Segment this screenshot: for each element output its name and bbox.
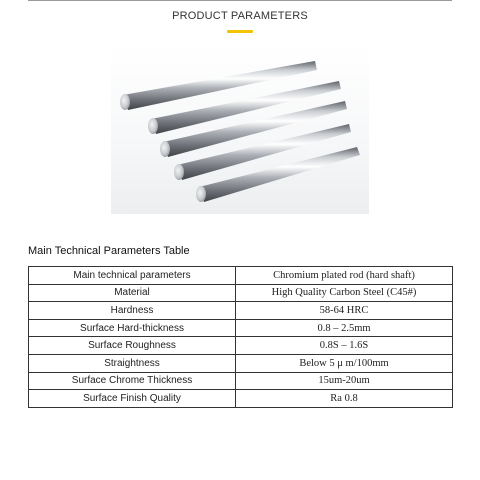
param-label: Material: [29, 284, 236, 302]
table-row: [29, 284, 453, 302]
rod-1: [120, 61, 317, 110]
title-accent-bar: [227, 30, 253, 33]
table-row: [29, 319, 453, 337]
table-row: [29, 372, 453, 390]
param-label: Main technical parameters: [29, 267, 236, 285]
param-label: Surface Finish Quality: [29, 390, 236, 408]
param-label: Straightness: [29, 354, 236, 372]
param-label: Surface Roughness: [29, 337, 236, 355]
table-row: [29, 390, 453, 408]
product-photo: [111, 44, 369, 214]
param-value: 58-64 HRC: [236, 302, 453, 320]
section-header: [0, 0, 480, 36]
section-title: PRODUCT PARAMETERS: [172, 10, 308, 22]
param-value: 0.8S – 1.6S: [236, 337, 453, 355]
table-row: [29, 267, 453, 285]
param-label: Hardness: [29, 302, 236, 320]
chrome-rods-image: [111, 44, 369, 214]
param-value: 0.8 – 2.5mm: [236, 319, 453, 337]
header-divider: [28, 0, 452, 1]
param-value: Below 5 μ m/100mm: [236, 354, 453, 372]
parameters-table: [28, 266, 453, 408]
param-value: Chromium plated rod (hard shaft): [236, 267, 453, 285]
param-value: 15um-20um: [236, 372, 453, 390]
table-title: Main Technical Parameters Table: [28, 245, 190, 257]
param-label: Surface Hard-thickness: [29, 319, 236, 337]
table-row: [29, 354, 453, 372]
param-value: High Quality Carbon Steel (C45#): [236, 284, 453, 302]
param-value: Ra 0.8: [236, 390, 453, 408]
table-row: [29, 337, 453, 355]
table-row: [29, 302, 453, 320]
param-label: Surface Chrome Thickness: [29, 372, 236, 390]
